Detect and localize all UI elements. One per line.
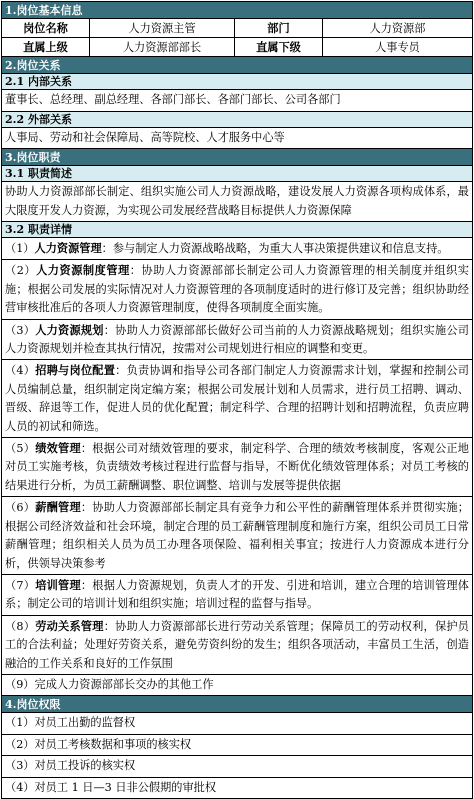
external-relations-text: 人事局、劳动和社会保障局、高等院校、人才服务中心等 bbox=[2, 128, 472, 150]
supervisor-label: 直属上级 bbox=[2, 38, 90, 56]
supervisor-value: 人力资源部部长 bbox=[90, 38, 235, 56]
duty-item-text: ：负责协调和指导公司各部门制定人力资源需求计划，掌握和控制公司人员编制总量，组织制定岗定编方案；根据公司发展计划和人员需求，进行员工招聘、调动、晋级、辞退等工作，促进人员的优化配置；制定科学、合理的招聘计划和招聘流程，负责应聘人员的初试和筛选。 bbox=[5, 364, 469, 433]
duty-item-name: 人力资源规划 bbox=[35, 322, 104, 337]
job-description-table bbox=[1, 1, 473, 799]
duty-item bbox=[2, 616, 472, 675]
section-header-rights: 4.岗位权限 bbox=[2, 696, 472, 713]
section-header-relations: 2.岗位关系 bbox=[2, 57, 472, 74]
duty-item bbox=[2, 675, 472, 696]
internal-relations-text: 董事长、总经理、副总经理、各部门部长、各部门部长、公司各部门 bbox=[2, 90, 472, 112]
duty-item-name: 人力资源制度管理 bbox=[36, 263, 130, 278]
internal-relations-title: 2.1 内部关系 bbox=[2, 74, 472, 90]
duty-item-name: 招聘与岗位配置 bbox=[35, 363, 116, 378]
duty-item-number: （4） bbox=[5, 364, 36, 378]
duty-item-text: ：参与制定人力资源战略战略，为重大人事决策提供建议和信息支持。 bbox=[101, 242, 449, 255]
job-title-label: 岗位名称 bbox=[2, 19, 90, 37]
external-relations-title: 2.2 外部关系 bbox=[2, 112, 472, 128]
duty-item bbox=[2, 575, 472, 616]
right-item: （4）对员工 1 日—3 日非公假期的审批权 bbox=[5, 780, 217, 794]
duty-summary-title: 3.1 职责简述 bbox=[2, 166, 472, 182]
job-title-value: 人力资源主管 bbox=[90, 19, 235, 37]
duty-item bbox=[2, 320, 472, 361]
subordinate-value: 人事专员 bbox=[375, 41, 420, 54]
duty-summary-text: 协助人力资源部部长制定、组织实施公司人力资源战略，建设发展人力资源各项构成体系，最大限度开发人力资源，为实现公司发展经营战略目标提供人力资源保障 bbox=[2, 182, 472, 222]
section-header-duties: 3.岗位职责 bbox=[2, 149, 472, 166]
duty-item-name: 绩效管理 bbox=[35, 441, 81, 456]
duty-item-text: ：协助人力资源部部长做好公司当前的人力资源战略规划；组织实施公司人力资源规划并检查其执行情况，按需对公司规划进行相应的调整和变更。 bbox=[5, 323, 469, 356]
duty-item-number: （3） bbox=[5, 323, 36, 337]
duty-details-title: 3.2 职责详情 bbox=[2, 222, 472, 238]
duty-item-text: ：根据公司对绩效管理的要求，制定科学、合理的绩效考核制度，客观公正地对员工实施考核，负责绩效考核过程进行监督与指导，不断优化绩效管理体系；对员工考核的结果进行分析，为员工薪酬调整、职位调整、培训与发展等提供依据 bbox=[5, 442, 469, 492]
duty-item-number: （9） bbox=[5, 677, 35, 691]
duty-item bbox=[2, 497, 472, 575]
duty-item-text: ：协助人力资源部部长进行劳动关系管理；保障员工的劳动权利，保护员工的合法利益；处理好劳资关系，避免劳资纠纷的发生；组织各项活动，丰富员工生活，创造融洽的工作关系和良好的工作氛围 bbox=[5, 619, 469, 670]
duty-item bbox=[2, 438, 472, 497]
basic-info-row bbox=[2, 38, 472, 57]
subordinate-label: 直属下级 bbox=[235, 38, 323, 56]
duty-item-text: 完成人力资源部部长交办的其他工作 bbox=[34, 677, 214, 691]
duty-item-name: 薪酬管理 bbox=[35, 500, 81, 515]
duty-item-number: （2） bbox=[5, 264, 37, 278]
basic-info-row bbox=[2, 19, 472, 38]
duty-item bbox=[2, 238, 472, 260]
department-label: 部门 bbox=[235, 19, 323, 37]
duty-item-text: ：根据人力资源规划，负责人才的开发、引进和培训，建立合理的培训管理体系；制定公司的培训计划和组织实施；培训过程的监督与指导。 bbox=[5, 578, 469, 611]
duty-item bbox=[2, 260, 472, 319]
right-item: （2）对员工考核数据和事项的核实权 bbox=[2, 735, 472, 756]
duty-item-number: （7） bbox=[5, 578, 36, 592]
duty-item-name: 培训管理 bbox=[35, 577, 81, 592]
right-item: （3）对员工投诉的核实权 bbox=[2, 756, 472, 777]
duty-item-text: ：协助人力资源部部长制定具有竞争力和公平性的薪酬管理体系并贯彻实施；根据公司经济效益和社会环境，制定合理的员工薪酬管理制度和施行方案，组织公司员工日常薪酬管理；组织相关人员为员工办理各项保险、福利相关事宜；按进行人力资源成本进行分析，供领导决策参考 bbox=[5, 501, 469, 570]
duty-item-number: （1） bbox=[5, 242, 35, 255]
duty-item-number: （6） bbox=[5, 501, 36, 515]
duty-item bbox=[2, 360, 472, 438]
department-value: 人力资源部 bbox=[369, 22, 426, 35]
duty-item-name: 人力资源管理 bbox=[34, 241, 102, 255]
section-header-basic: 1.岗位基本信息 bbox=[2, 2, 472, 19]
duty-item-number: （8） bbox=[5, 619, 36, 633]
right-item: （1）对员工出勤的监督权 bbox=[2, 713, 472, 734]
duty-item-name: 劳动关系管理 bbox=[35, 618, 104, 633]
duty-item-number: （5） bbox=[5, 442, 36, 456]
duty-item-text: ：协助人力资源部部长制定公司人力资源管理的相关制度并组织实施；根据公司发展的实际情况对人力资源管理的各项制度适时的进行修订及完善；组织协助经营审核批准后的各项人力资源管理制度，使得各项制度全面实施。 bbox=[5, 264, 469, 315]
